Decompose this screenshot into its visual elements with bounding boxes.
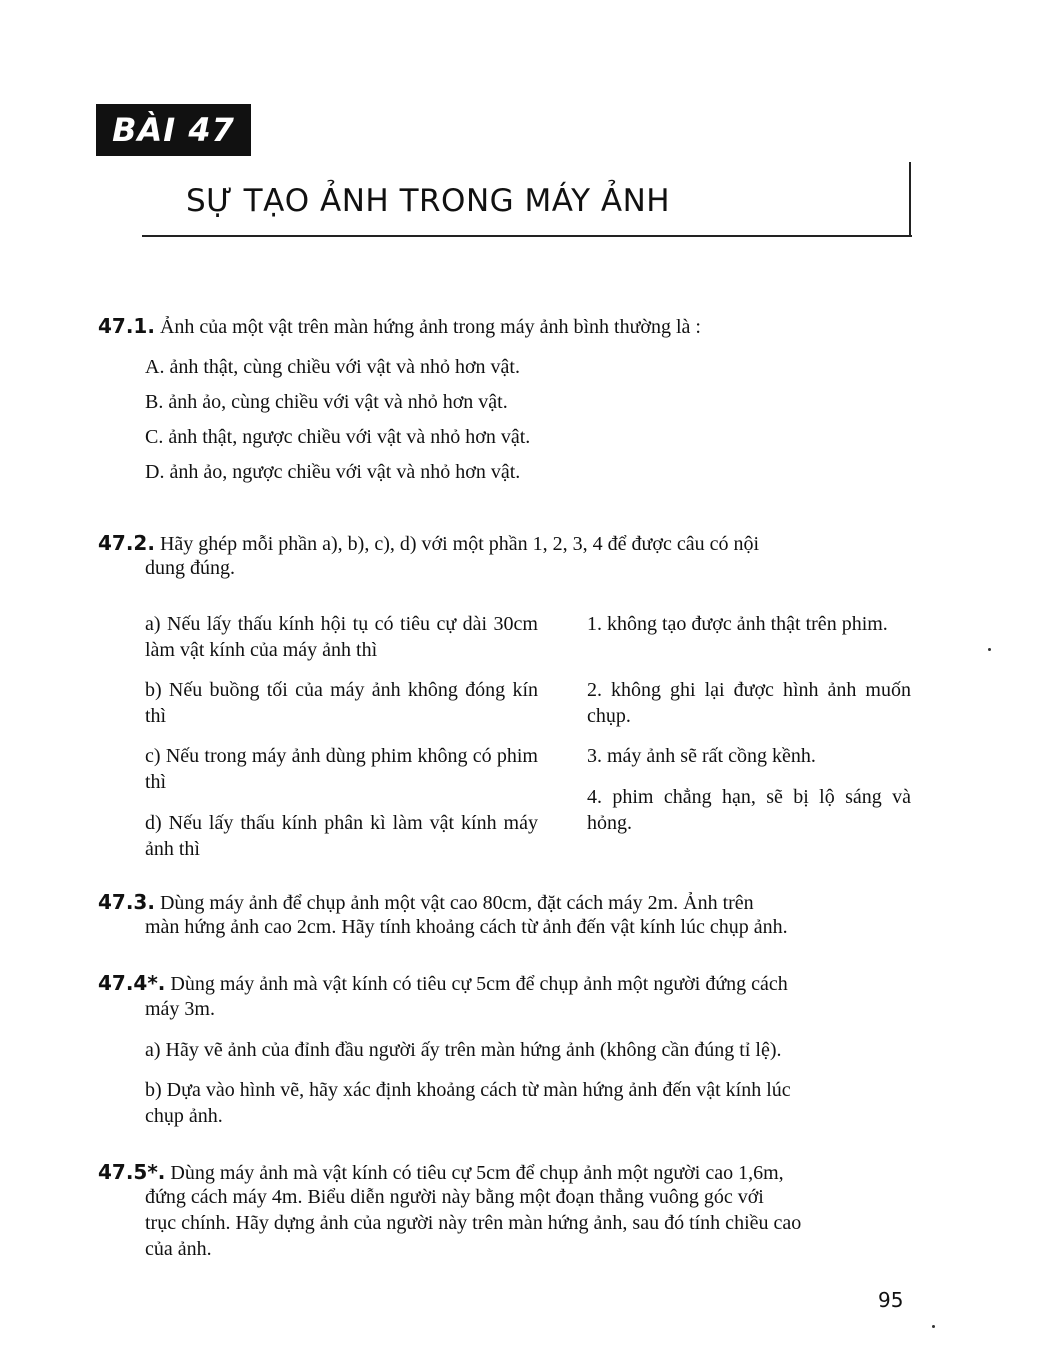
question-number: 47.5*. (98, 1160, 166, 1184)
question-text-cont: đứng cách máy 4m. Biểu diễn người này bằng một đoạn thẳng vuông góc với (145, 1186, 764, 1208)
match-left-d: d) Nếu lấy thấu kính phân kì làm vật kính máy ảnh thì (145, 812, 538, 860)
print-speck (988, 648, 991, 651)
lesson-badge: BÀI 47 (96, 104, 251, 156)
question-text-cont: màn hứng ảnh cao 2cm. Hãy tính khoảng cách từ ảnh đến vật kính lúc chụp ảnh. (145, 916, 788, 938)
match-left-a: a) Nếu lấy thấu kính hội tụ có tiêu cự dài 30cm làm vật kính của máy ảnh thì (145, 613, 538, 661)
question-text-cont: trục chính. Hãy dựng ảnh của người này trên màn hứng ảnh, sau đó tính chiều cao (145, 1212, 802, 1234)
question-number: 47.2. (98, 531, 155, 555)
question-text-cont: của ảnh. (145, 1238, 212, 1260)
question-text-cont: máy 3m. (145, 998, 215, 1020)
option-d: D. ảnh ảo, ngược chiều với vật và nhỏ hơn vật. (145, 461, 521, 483)
question-47-4 (98, 971, 788, 996)
page-title: SỰ TẠO ẢNH TRONG MÁY ẢNH (186, 183, 671, 219)
match-right-4: 4. phim chẳng hạn, sẽ bị lộ sáng và hỏng. (587, 786, 911, 834)
question-47-1 (98, 314, 701, 339)
page-number: 95 (878, 1288, 904, 1312)
question-text: Ảnh của một vật trên màn hứng ảnh trong máy ảnh bình thường là : (159, 316, 701, 338)
match-right-2: 2. không ghi lại được hình ảnh muốn chụp. (587, 679, 911, 727)
question-47-2 (98, 531, 759, 556)
question-text: Hãy ghép mỗi phần a), b), c), d) với một phần 1, 2, 3, 4 để được câu có nội (159, 533, 760, 555)
question-47-3 (98, 890, 754, 915)
question-47-5 (98, 1160, 784, 1185)
match-left-c: c) Nếu trong máy ảnh dùng phim không có phim thì (145, 745, 538, 793)
option-a: A. ảnh thật, cùng chiều với vật và nhỏ hơn vật. (145, 356, 520, 378)
option-c: C. ảnh thật, ngược chiều với vật và nhỏ hơn vật. (145, 426, 531, 448)
subquestion-b: b) Dựa vào hình vẽ, hãy xác định khoảng cách từ màn hứng ảnh đến vật kính lúc (145, 1079, 791, 1101)
subquestion-b-cont: chụp ảnh. (145, 1105, 223, 1127)
question-number: 47.3. (98, 890, 155, 914)
match-right-3: 3. máy ảnh sẽ rất cồng kềnh. (587, 745, 816, 767)
match-left-b: b) Nếu buồng tối của máy ảnh không đóng kín thì (145, 679, 538, 727)
question-number: 47.1. (98, 314, 155, 338)
title-side-rule (909, 162, 911, 237)
print-speck (932, 1325, 935, 1328)
question-text: Dùng máy ảnh mà vật kính có tiêu cự 5cm để chụp ảnh một người đứng cách (170, 973, 788, 995)
question-text: Dùng máy ảnh mà vật kính có tiêu cự 5cm để chụp ảnh một người cao 1,6m, (170, 1162, 784, 1184)
option-b: B. ảnh ảo, cùng chiều với vật và nhỏ hơn vật. (145, 391, 508, 413)
match-right-1: 1. không tạo được ảnh thật trên phim. (587, 613, 888, 635)
question-text: Dùng máy ảnh để chụp ảnh một vật cao 80cm, đặt cách máy 2m. Ảnh trên (159, 892, 754, 914)
title-underline (142, 235, 912, 237)
subquestion-a: a) Hãy vẽ ảnh của đỉnh đầu người ấy trên màn hứng ảnh (không cần đúng tỉ lệ). (145, 1039, 782, 1061)
question-text-cont: dung đúng. (145, 557, 235, 579)
question-number: 47.4*. (98, 971, 166, 995)
